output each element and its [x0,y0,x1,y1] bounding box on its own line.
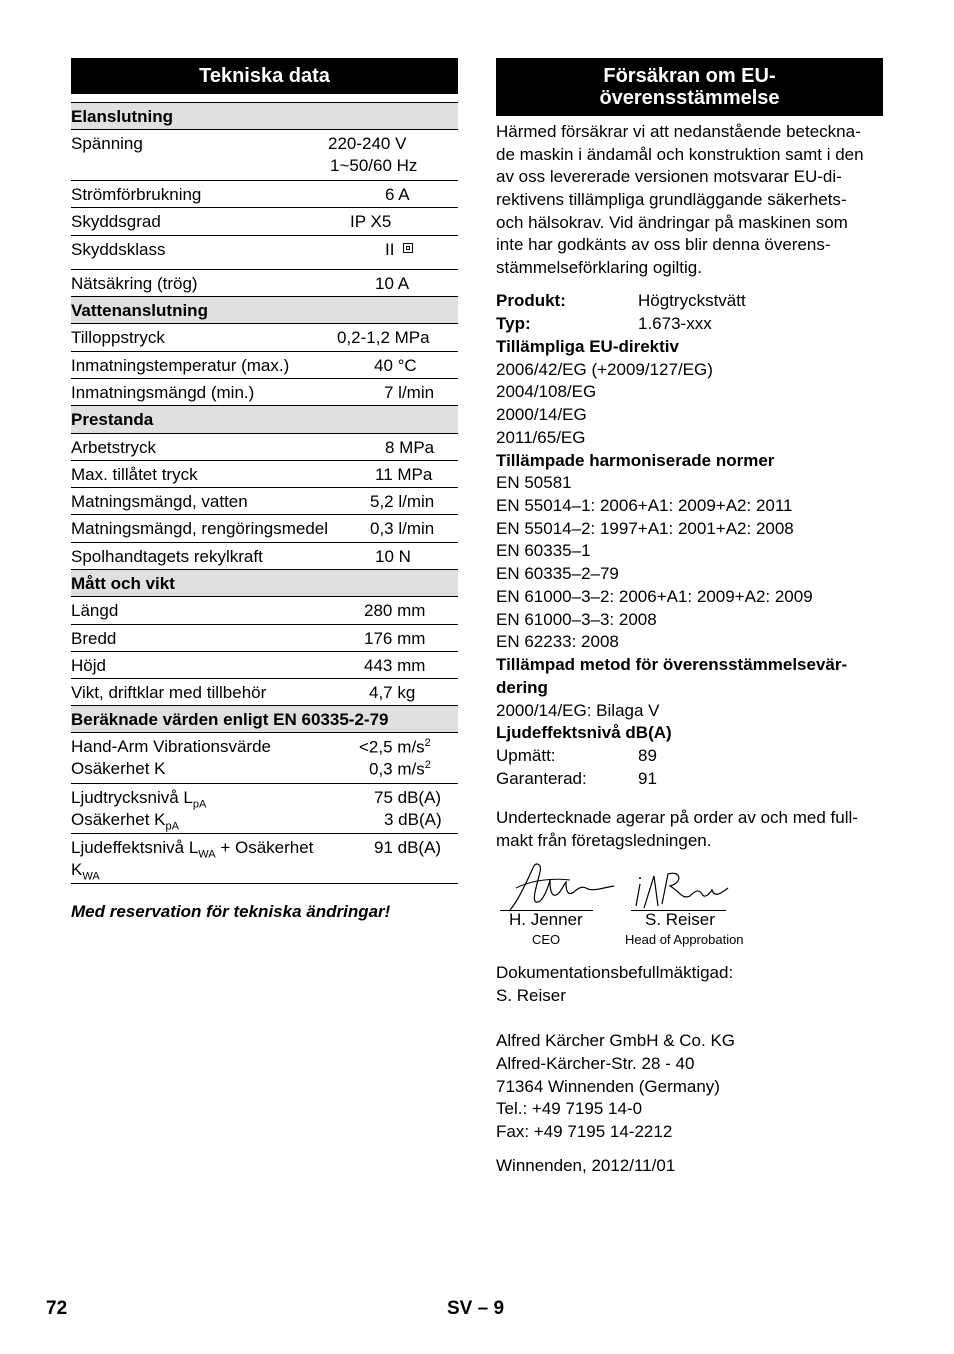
signature-jenner [502,858,622,914]
guaranteed-label: Garanterad: [496,769,587,788]
section-vattenanslutning: Vattenanslutning [71,297,458,324]
method-value: 2000/14/EG: Bilaga V [496,701,660,720]
protection-class-icon [403,243,413,253]
signer1-name: H. Jenner [509,910,583,929]
table-row: Vikt, driftklar med tillbehör 4,7 kg [71,679,458,706]
norms-heading: Tillämpade harmoniserade normer [496,451,775,470]
table-row: Tilloppstryck 0,2-1,2 MPa [71,324,458,352]
doc-representative-name: S. Reiser [496,986,566,1005]
type-label: Typ: [496,314,531,333]
section-matt-och-vikt: Mått och vikt [71,570,458,597]
method-heading: Tillämpad metod för överensstämmelsevär- [496,655,848,674]
measured-value: 89 [638,746,657,765]
sound-power-row: Ljudeffektsnivå $L_{WA}$ + Osäkerhet $K_{WA}$ 91 dB(A) [71,834,458,884]
type-value: 1.673-xxx [638,314,712,333]
signature-reiser [632,866,732,912]
signer2-name: S. Reiser [645,910,715,929]
table-row: Inmatningstemperatur (max.) 40 °C [71,352,458,379]
product-label: Produkt: [496,291,566,310]
table-row: Spänning 220-240 V 1~50/60 Hz [71,130,458,181]
place-date: Winnenden, 2012/11/01 [496,1156,676,1175]
table-row: Spolhandtagets rekylkraft 10 N [71,543,458,570]
table-row: Nätsäkring (trög) 10 A [71,270,458,297]
table-row: Arbetstryck 8 MPa [71,434,458,461]
method-heading-cont: dering [496,678,548,697]
table-row: Inmatningsmängd (min.) 7 l/min [71,379,458,406]
table-row: Skyddsklass II [71,236,458,270]
section-beraknade-varden: Beräknade värden enligt EN 60335-2-79 [71,706,458,733]
directives-heading: Tillämpliga EU-direktiv [496,337,679,356]
section-page-label: SV – 9 [447,1298,505,1319]
product-value: Högtryckstvätt [638,291,746,310]
signer1-role: CEO [532,932,561,947]
signers-text-cont: makt från företagsledningen. [496,831,712,850]
table-row: Höjd 443 mm [71,652,458,679]
reservation-note: Med reservation för tekniska ändringar! [71,902,391,921]
section-elanslutning: Elanslutning [71,103,458,130]
doc-representative-label: Dokumentationsbefullmäktigad: [496,963,734,982]
signer2-role: Head of Approbation [625,932,744,947]
page-number: 72 [46,1298,68,1319]
section-prestanda: Prestanda [71,406,458,434]
table-row: Längd 280 mm [71,597,458,625]
tech-data-title: Tekniska data [71,58,458,94]
sound-heading: Ljudeffektsnivå dB(A) [496,723,672,742]
table-row: Matningsmängd, rengöringsmedel 0,3 l/min [71,515,458,543]
measured-label: Upmätt: [496,746,556,765]
vibration-row: Hand-Arm Vibrationsvärde Osäkerhet K <2,5 $m/s^2$ 0,3 $m/s^2$ [71,733,458,784]
sound-pressure-row: Ljudtrycksnivå $L_{pA}$ Osäkerhet $K_{pA}$ 75 dB(A) 3 dB(A) [71,784,458,834]
table-row: Bredd 176 mm [71,625,458,652]
guaranteed-value: 91 [638,769,657,788]
table-row: Max. tillåtet tryck 11 MPa [71,461,458,488]
declaration-title: Försäkran om EU- överensstämmelse [496,58,883,116]
table-row: Strömförbrukning 6 A [71,181,458,208]
table-row: Skyddsgrad IP X5 [71,208,458,236]
signers-text: Undertecknade agerar på order av och med full- [496,808,858,827]
table-row: Matningsmängd, vatten 5,2 l/min [71,488,458,515]
